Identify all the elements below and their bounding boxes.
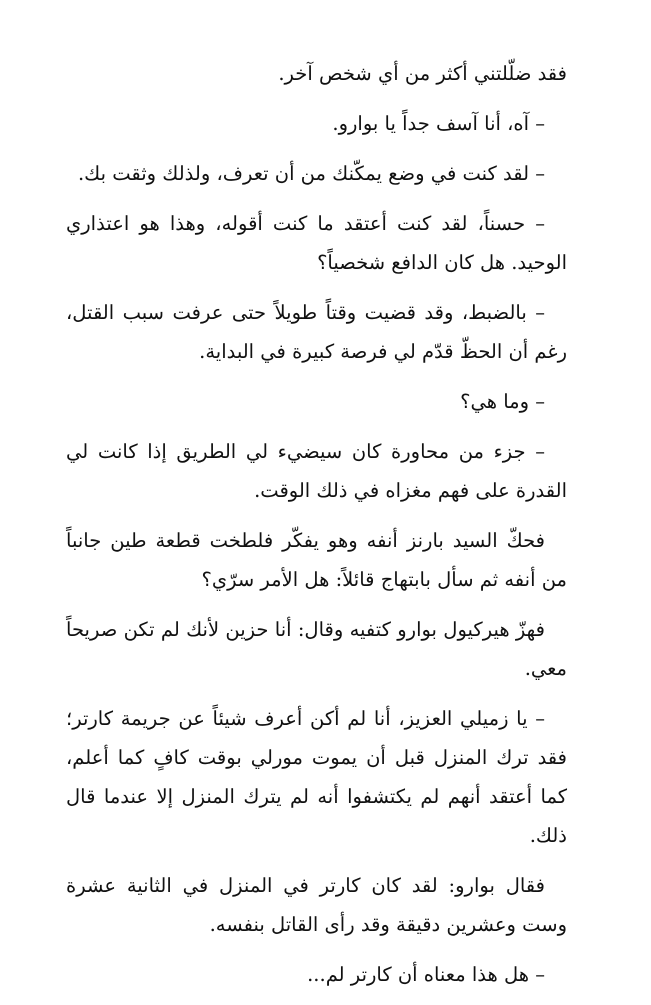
paragraph-7: – جزء من محاورة كان سيضيء لي الطريق إذا كانت لي القدرة على فهم مغزاه في ذلك الوقت. bbox=[66, 440, 567, 502]
paragraph-4: – حسناً، لقد كنت أعتقد ما كنت أقوله، وهذا هو اعتذاري الوحيد. هل كان الدافع شخصياً؟ bbox=[66, 212, 567, 274]
paragraph-12: – هل هذا معناه أن كارتر لم... bbox=[307, 963, 545, 986]
paragraph-9: فهزّ هيركيول بوارو كتفيه وقال: أنا حزين لأنك لم تكن صريحاً معي. bbox=[66, 618, 567, 680]
paragraph-1: فقد ضلّلتني أكثر من أي شخص آخر. bbox=[278, 62, 567, 85]
paragraph-3: – لقد كنت في وضع يمكّنك من أن تعرف، ولذلك وثقت بك. bbox=[77, 162, 545, 185]
paragraph-6: – وما هي؟ bbox=[460, 390, 545, 413]
paragraph-2: – آه، أنا آسف جداً يا بوارو. bbox=[332, 112, 545, 135]
paragraph-10: – يا زميلي العزيز، أنا لم أكن أعرف شيئاً عن جريمة كارتر؛ فقد ترك المنزل قبل أن يموت مورلي بوقت كافٍ كما أعلم، كما أعتقد أنهم لم يكتشفوا أنه لم يترك المنزل إلا عندما قال ذلك. bbox=[66, 707, 567, 847]
paragraph-11: فقال بوارو: لقد كان كارتر في المنزل في الثانية عشرة وست وعشرين دقيقة وقد رأى القاتل بنفسه. bbox=[66, 874, 567, 936]
paragraph-8: فحكّ السيد بارنز أنفه وهو يفكّر فلطخت قطعة طين جانباً من أنفه ثم سأل بابتهاج قائلاً: هل الأمر سرّي؟ bbox=[66, 529, 567, 591]
page-text bbox=[66, 54, 567, 1005]
paragraph-5: – بالضبط، وقد قضيت وقتاً طويلاً حتى عرفت سبب القتل، رغم أن الحظّ قدّم لي فرصة كبيرة في البداية. bbox=[66, 301, 567, 363]
